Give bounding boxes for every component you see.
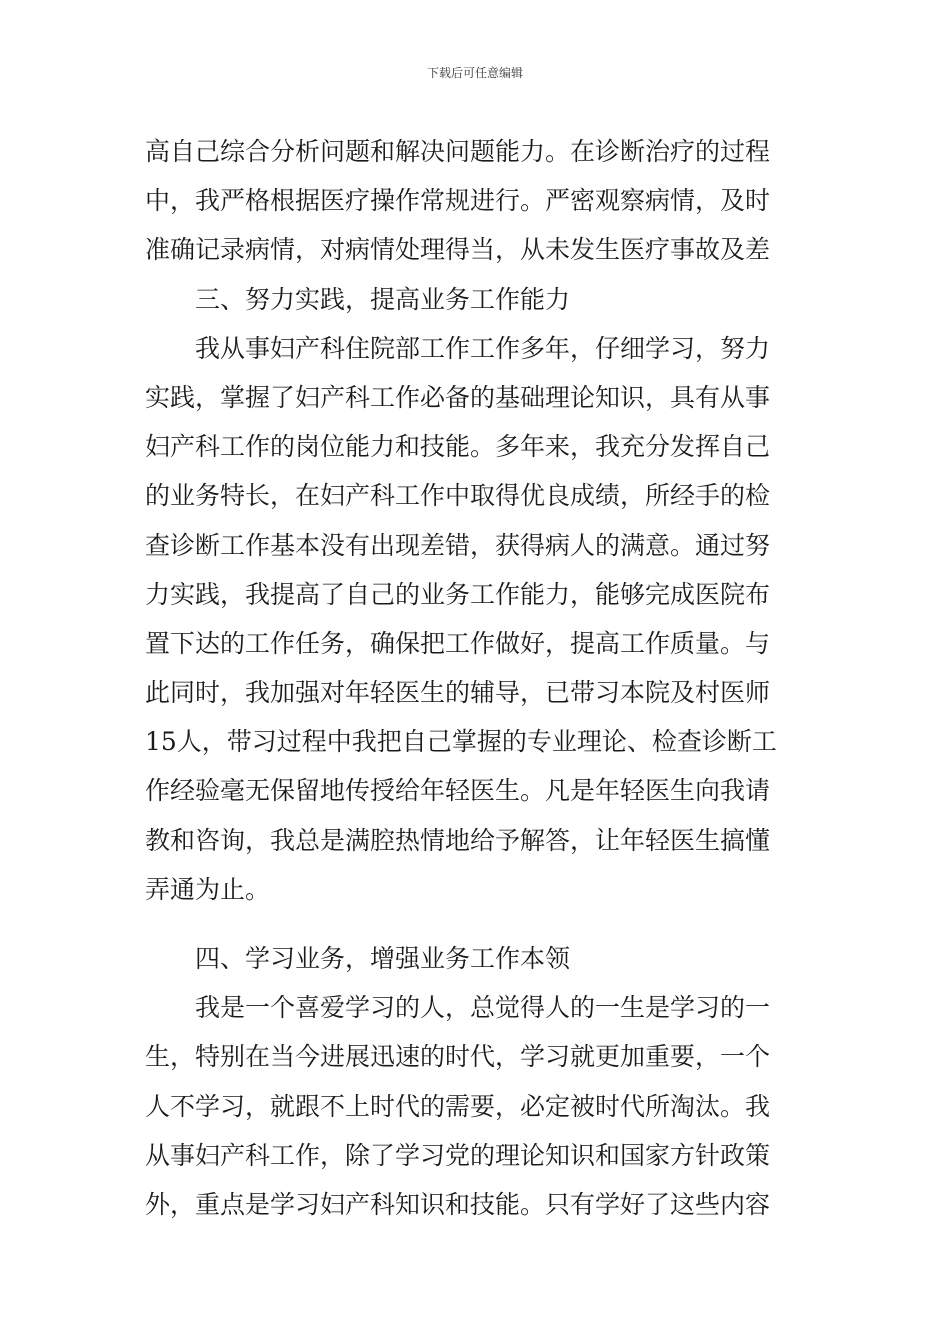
document-body — [145, 127, 810, 1229]
text-line: 准确记录病情，对病情处理得当，从未发生医疗事故及差 — [145, 235, 771, 265]
text-line: 15人，带习过程中我把自己掌握的专业理论、检查诊断工 — [145, 727, 777, 757]
text-line: 从事妇产科工作，除了学习党的理论知识和国家方针政策 — [145, 1140, 771, 1170]
section-heading: 三、努力实践，提高业务工作能力 — [145, 284, 571, 314]
text-line: 弄通为止。 — [145, 874, 271, 904]
text-line: 我从事妇产科住院部工作工作多年，仔细学习，努力 — [145, 333, 771, 363]
text-line: 中，我严格根据医疗操作常规进行。严密观察病情，及时 — [145, 186, 771, 216]
text-line: 妇产科工作的岗位能力和技能。多年来，我充分发挥自己 — [145, 432, 771, 462]
text-line: 力实践，我提高了自己的业务工作能力，能够完成医院布 — [145, 579, 771, 609]
paragraph-gap — [145, 914, 810, 934]
text-line: 高自己综合分析问题和解决问题能力。在诊断治疗的过程 — [145, 137, 771, 166]
text-line: 作经验毫无保留地传授给年轻医生。凡是年轻医生向我请 — [145, 776, 771, 806]
text-line: 实践，掌握了妇产科工作必备的基础理论知识，具有从事 — [145, 382, 771, 412]
text-line: 人不学习，就跟不上时代的需要，必定被时代所淘汰。我 — [145, 1091, 771, 1121]
text-line: 生，特别在当今进展迅速的时代，学习就更加重要，一个 — [145, 1042, 771, 1072]
text-line: 教和咨询，我总是满腔热情地给予解答，让年轻医生搞懂 — [145, 825, 771, 855]
text-line: 此同时，我加强对年轻医生的辅导，已带习本院及村医师 — [145, 678, 771, 708]
text-line: 查诊断工作基本没有出现差错，获得病人的满意。通过努 — [145, 530, 771, 560]
text-line: 外，重点是学习妇产科知识和技能。只有学好了这些内容 — [145, 1189, 771, 1219]
text-line: 的业务特长，在妇产科工作中取得优良成绩，所经手的检 — [145, 481, 771, 511]
text-line: 置下达的工作任务，确保把工作做好，提高工作质量。与 — [145, 628, 771, 658]
page-header-note: 下载后可任意编辑 — [426, 66, 523, 80]
text-line: 我是一个喜爱学习的人，总觉得人的一生是学习的一 — [145, 993, 771, 1023]
section-heading: 四、学习业务，增强业务工作本领 — [145, 944, 571, 973]
